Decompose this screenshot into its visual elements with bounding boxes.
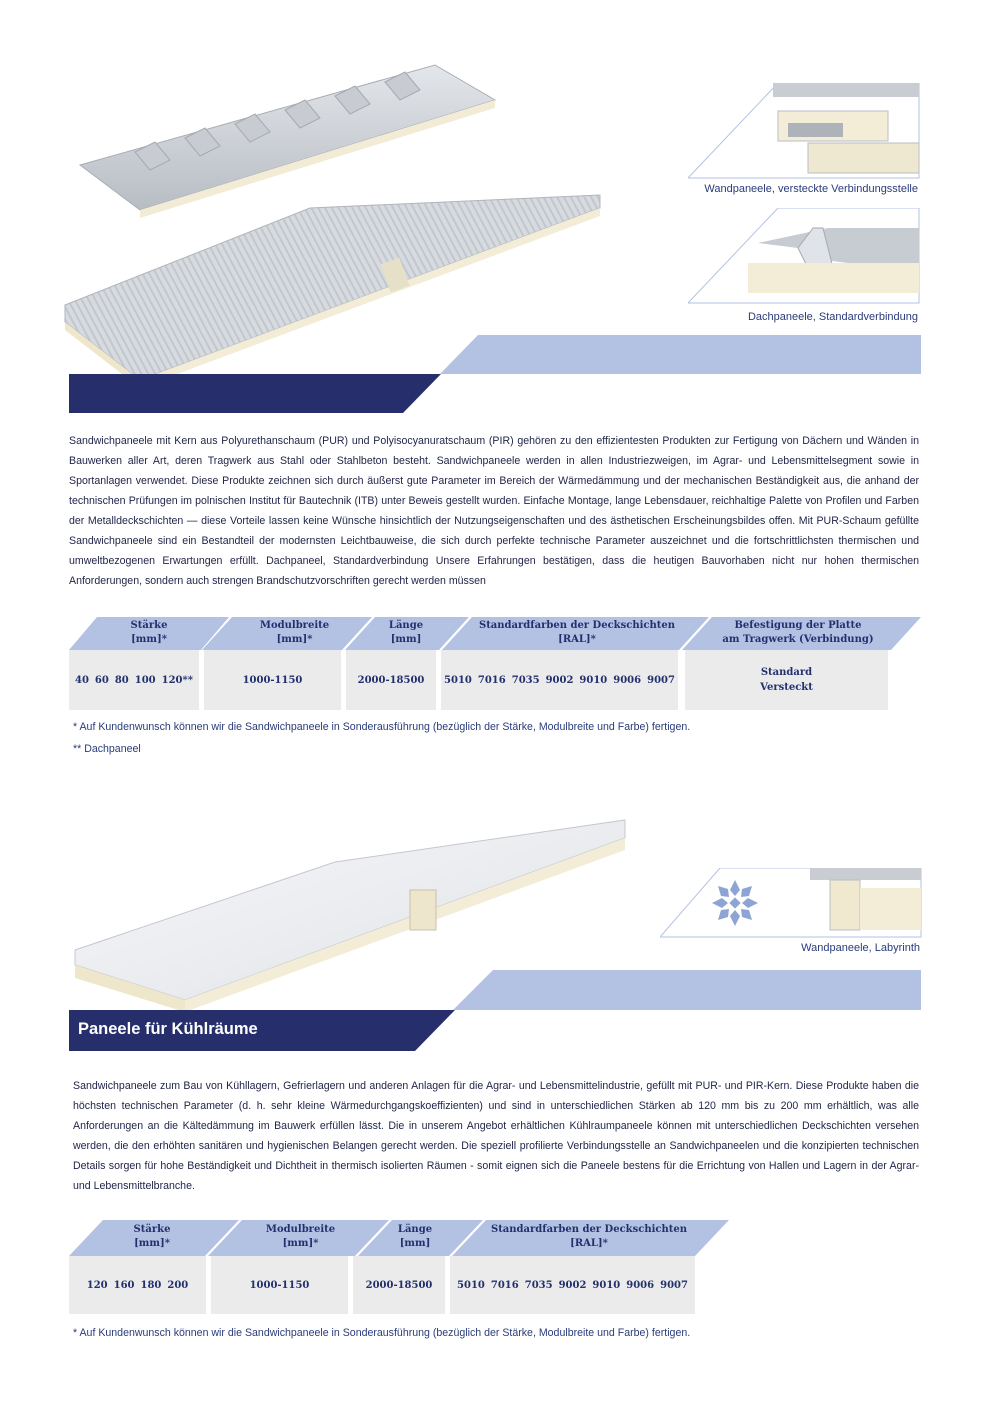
header-fastening-line1: Befestigung der Platte — [734, 620, 862, 631]
wall-panel-hidden-joint-image — [688, 83, 920, 179]
t2-header-colors-line2: [RAL]* — [570, 1238, 608, 1249]
header-length-line1: Länge — [388, 620, 424, 631]
header-fastening-line2: am Tragwerk (Verbindung) — [722, 634, 874, 645]
value: 7035 — [524, 1279, 553, 1291]
decorative-band-light — [440, 335, 921, 374]
value: 180 — [140, 1279, 162, 1291]
header-thickness — [99, 619, 199, 647]
value: 60 — [94, 674, 109, 686]
header-module-width — [232, 619, 357, 647]
roof-panel-caption: Dachpaneele, Standardverbindung — [747, 311, 918, 323]
header-colors-line1: Standardfarben der Deckschichten — [478, 620, 676, 631]
value: 7035 — [511, 674, 540, 686]
value: 2000-18500 — [365, 1279, 433, 1291]
value: 7016 — [477, 674, 506, 686]
header-module-width-line1: Modulbreite — [259, 620, 330, 631]
section-title: Paneele für Kühlräume — [78, 1020, 258, 1038]
value: 100 — [134, 674, 156, 686]
wall-panel-caption: Wandpaneele, versteckte Verbindungsstelle — [704, 183, 918, 195]
value: 9002 — [558, 1279, 587, 1291]
value: 7016 — [490, 1279, 519, 1291]
t2-cell-colors — [450, 1256, 695, 1314]
value: 1000-1150 — [249, 1279, 310, 1291]
t2-cell-thickness — [69, 1256, 206, 1314]
t2-header-module-width — [238, 1223, 363, 1251]
t2-header-length — [375, 1223, 455, 1251]
cold-room-paragraph: Sandwichpaneele zum Bau von Kühllagern, Gefrierlagern und anderen Anlagen für die Agrar- und Lebensmittelindustrie, gefüllt mit PUR- und PIR-Kern. Diese Produkte haben die höchsten technischen Parameter (d. h. sehr kleine Wärmedurchgangskoeffizienten) und sind in unterschiedlichen Stärken ab 120 mm bis zu 200 mm erhältlich, was alle Anforderungen an die Kältedämmung im Bauwerk erfüllen lässt. Die in unserem Angebot erhältlichen Kühlraumpaneele können mit unterschiedlichen Deckschichten versehen werden, die den erhöhten sanitären und hygienischen Belangen gerecht werden. Die speziell profilierte Verbindungsstelle an Sandwichpaneelen und die konzipierten technischen Details sorgen für hohe Beständigkeit und Dichtheit in thermisch isolierten Räumen - somit eignen sich die Paneele bestens für die Errichtung von Hallen und Lagern in der Agrar-und Lebensmittelbranche. — [73, 1080, 919, 1192]
header-fastening — [703, 619, 893, 647]
snowflake-icon — [710, 878, 760, 928]
decorative-band-dark — [69, 374, 441, 413]
cell-fastening — [685, 650, 888, 710]
labyrinth-caption: Wandpaneele, Labyrinth — [801, 942, 920, 954]
value: 9010 — [592, 1279, 621, 1291]
value: 9007 — [660, 1279, 688, 1291]
value: 9002 — [545, 674, 574, 686]
t2-header-length-line1: Länge — [397, 1224, 433, 1235]
header-length — [366, 619, 446, 647]
t2-header-module-width-line2: [mm]* — [282, 1238, 319, 1249]
t2-cell-length — [353, 1256, 445, 1314]
labyrinth-joint-image — [660, 868, 922, 938]
header-length-line2: [mm] — [390, 634, 422, 645]
decorative-band-light-2 — [453, 970, 921, 1010]
t2-header-thickness-line2: [mm]* — [134, 1238, 170, 1249]
footnote-roof: ** Dachpaneel — [73, 743, 141, 755]
cell-colors — [441, 650, 678, 710]
footnote-custom-2: * Auf Kundenwunsch können wir die Sandwichpaneele in Sonderausführung (bezüglich der Stärke, Modulbreite und Farbe) fertigen. — [73, 1327, 691, 1339]
t2-cell-module-width — [211, 1256, 348, 1314]
footnote-custom: * Auf Kundenwunsch können wir die Sandwichpaneele in Sonderausführung (bezüglich der Stärke, Modulbreite und Farbe) fertigen. — [73, 721, 691, 733]
value: 5010 — [444, 674, 472, 686]
value: 200 — [167, 1279, 189, 1291]
value: 9010 — [579, 674, 608, 686]
value: 120 — [86, 1279, 108, 1291]
value: 80 — [114, 674, 129, 686]
t2-header-colors-line1: Standardfarben der Deckschichten — [490, 1224, 688, 1235]
value: 9006 — [613, 674, 642, 686]
header-colors-line2: [RAL]* — [558, 634, 596, 645]
intro-paragraph: Sandwichpaneele mit Kern aus Polyurethanschaum (PUR) und Polyisocyanuratschaum (PIR) gehören zu den effizientesten Produkten zur Fertigung von Dächern und Wänden in Bauwerken aller Art, deren Tragwerk aus Stahl oder Stahlbeton besteht. Sandwichpaneele werden in allen Industriezweigen, im Agrar- und Lebensmittelsegment sowie in Sportanlagen verwendet. Diese Produkte zeichnen sich durch äußerst gute Parameter im Bereich der Wärmedämmung und der mechanischen Beständigkeit aus, die anhand der technischen Prüfungen im polnischen Institut für Bautechnik (ITB) unter Beweis gestellt wurden. Einfache Montage, lange Lebensdauer, reichhaltige Palette von Profilen und Farben der Metalldeckschichten — diese Vorteile lassen keine Wünsche hinsichtlich der Nutzungseigenschaften und des ästhetischen Erscheinungsbildes offen. Mit PUR-Schaum gefüllte Sandwichpaneele sind ein Bestandteil der modernsten Leichtbauweise, die sich durch perfekte technische Parameter auszeichnet und die fortschrittlichsten thermischen und umweltbezogenen Erwartungen erfüllt. Dachpaneel, Standardverbindung Unsere Erfahrungen bestätigen, dass die heutigen Bauvorhaben nicht nur hohen thermischen Anforderungen, sondern auch strengen Brandschutzvorschriften gerecht werden müssen — [69, 435, 919, 587]
t2-header-colors — [474, 1223, 704, 1251]
t2-header-module-width-line1: Modulbreite — [265, 1224, 336, 1235]
value: 2000-18500 — [357, 674, 425, 686]
cell-thickness — [69, 650, 199, 710]
t2-header-thickness-line1: Stärke — [133, 1224, 171, 1235]
value: 1000-1150 — [242, 674, 303, 686]
value: 9007 — [647, 674, 675, 686]
value: Versteckt — [760, 682, 813, 693]
header-colors — [462, 619, 692, 647]
value: 9006 — [626, 1279, 655, 1291]
header-thickness-line1: Stärke — [130, 620, 168, 631]
roof-panel-standard-joint-image — [688, 208, 920, 304]
value: 40 — [75, 674, 89, 686]
header-module-width-line2: [mm]* — [276, 634, 313, 645]
value: 5010 — [457, 1279, 485, 1291]
cell-module-width — [204, 650, 341, 710]
cell-length — [346, 650, 436, 710]
t2-header-thickness — [102, 1223, 202, 1251]
value: 120** — [161, 674, 193, 686]
value: Standard — [760, 667, 813, 678]
value: 160 — [113, 1279, 135, 1291]
t2-header-length-line2: [mm] — [399, 1238, 431, 1249]
header-thickness-line2: [mm]* — [131, 634, 167, 645]
